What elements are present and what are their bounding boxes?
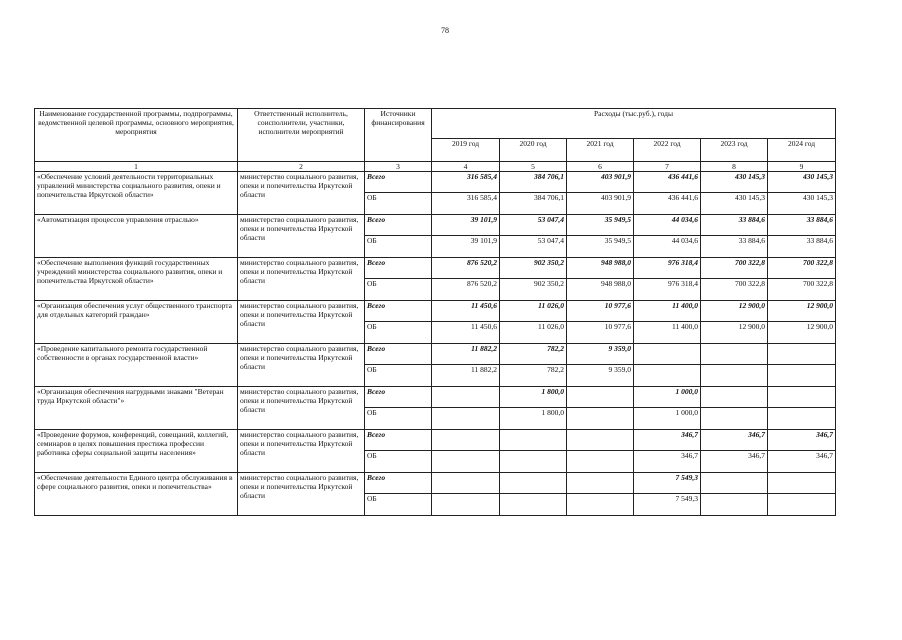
total-value	[768, 344, 836, 365]
ob-value: 11 400,0	[634, 322, 701, 344]
ob-value: 876 520,2	[432, 279, 500, 301]
column-number: 1	[35, 162, 238, 172]
total-value: 430 145,3	[768, 172, 836, 193]
ob-value	[567, 408, 634, 430]
ob-value	[634, 365, 701, 387]
source-ob-label: ОБ	[365, 365, 432, 387]
ob-value: 53 047,4	[500, 236, 567, 258]
program-item-executor: министерство социального развития, опеки и попечительства Иркутской области	[238, 387, 365, 430]
table-row	[35, 473, 836, 494]
program-item-name: «Проведение капитального ремонта государственной собственности в органах государственной власти»	[35, 344, 238, 387]
ob-value: 436 441,6	[634, 193, 701, 215]
total-value: 7 549,3	[634, 473, 701, 494]
total-value	[567, 430, 634, 451]
program-item-executor: министерство социального развития, опеки и попечительства Иркутской области	[238, 430, 365, 473]
ob-value	[500, 451, 567, 473]
total-value: 700 322,8	[768, 258, 836, 279]
total-value: 782,2	[500, 344, 567, 365]
total-value: 384 706,1	[500, 172, 567, 193]
total-value: 10 977,6	[567, 301, 634, 322]
program-item-name: «Обеспечение деятельности Единого центра обслуживания в сфере социального развития, опеки и попечительства»	[35, 473, 238, 516]
column-number: 2	[238, 162, 365, 172]
ob-value: 948 988,0	[567, 279, 634, 301]
ob-value: 12 900,0	[768, 322, 836, 344]
source-ob-label: ОБ	[365, 279, 432, 301]
ob-value	[432, 408, 500, 430]
total-value	[701, 344, 768, 365]
source-ob-label: ОБ	[365, 408, 432, 430]
source-ob-label: ОБ	[365, 451, 432, 473]
ob-value: 700 322,8	[768, 279, 836, 301]
column-number: 8	[701, 162, 768, 172]
total-value: 700 322,8	[701, 258, 768, 279]
column-number: 7	[634, 162, 701, 172]
total-value	[500, 430, 567, 451]
header-sources: Источники финансирования	[365, 109, 432, 162]
total-value: 346,7	[634, 430, 701, 451]
ob-value: 1 800,0	[500, 408, 567, 430]
source-total-label: Всего	[365, 473, 432, 494]
program-item-name: «Проведение форумов, конференций, совещаний, коллегий, семинаров в целях повышения престижа профессии работника сферы социальной защиты населения»	[35, 430, 238, 473]
program-item-executor: министерство социального развития, опеки и попечительства Иркутской области	[238, 258, 365, 301]
total-value: 976 318,4	[634, 258, 701, 279]
ob-value	[567, 494, 634, 516]
program-item-executor: министерство социального развития, опеки и попечительства Иркутской области	[238, 301, 365, 344]
column-number: 3	[365, 162, 432, 172]
column-number: 4	[432, 162, 500, 172]
program-item-name: «Организация обеспечения услуг общественного транспорта для отдельных категорий граждан»	[35, 301, 238, 344]
ob-value: 430 145,3	[701, 193, 768, 215]
total-value: 44 034,6	[634, 215, 701, 236]
ob-value: 35 949,5	[567, 236, 634, 258]
total-value	[768, 473, 836, 494]
table-row	[35, 387, 836, 408]
total-value: 11 882,2	[432, 344, 500, 365]
total-value: 876 520,2	[432, 258, 500, 279]
ob-value: 11 026,0	[500, 322, 567, 344]
header-expenses: Расходы (тыс.руб.), годы	[432, 109, 836, 139]
total-value: 35 949,5	[567, 215, 634, 236]
ob-value: 39 101,9	[432, 236, 500, 258]
total-value: 346,7	[701, 430, 768, 451]
ob-value: 9 359,0	[567, 365, 634, 387]
header-year: 2022 год	[634, 139, 701, 162]
program-item-name: «Автоматизация процессов управления отраслью»	[35, 215, 238, 258]
total-value: 12 900,0	[701, 301, 768, 322]
ob-value	[432, 451, 500, 473]
ob-value: 1 000,0	[634, 408, 701, 430]
header-year: 2021 год	[567, 139, 634, 162]
program-item-name: «Организация обеспечения нагрудными знаками "Ветеран труда Иркутской области"»	[35, 387, 238, 430]
column-number: 6	[567, 162, 634, 172]
header-year: 2020 год	[500, 139, 567, 162]
column-numbers-row	[35, 162, 836, 172]
source-total-label: Всего	[365, 258, 432, 279]
total-value: 948 988,0	[567, 258, 634, 279]
total-value: 12 900,0	[768, 301, 836, 322]
total-value	[432, 387, 500, 408]
total-value	[432, 473, 500, 494]
column-number: 5	[500, 162, 567, 172]
source-ob-label: ОБ	[365, 322, 432, 344]
header-row	[35, 109, 836, 139]
total-value	[567, 473, 634, 494]
ob-value: 11 882,2	[432, 365, 500, 387]
ob-value	[701, 408, 768, 430]
ob-value: 12 900,0	[701, 322, 768, 344]
source-total-label: Всего	[365, 387, 432, 408]
header-year: 2024 год	[768, 139, 836, 162]
total-value: 436 441,6	[634, 172, 701, 193]
table-row	[35, 344, 836, 365]
total-value: 902 350,2	[500, 258, 567, 279]
program-item-executor: министерство социального развития, опеки и попечительства Иркутской области	[238, 344, 365, 387]
total-value: 11 026,0	[500, 301, 567, 322]
program-item-name: «Обеспечение условий деятельности территориальных управлений министерства социального развития, опеки и попечительства Иркутской области»	[35, 172, 238, 215]
ob-value: 346,7	[634, 451, 701, 473]
column-number: 9	[768, 162, 836, 172]
total-value	[567, 387, 634, 408]
ob-value	[432, 494, 500, 516]
program-item-name: «Обеспечение выполнения функций государственных учреждений министерства социального развития, опеки и попечительства Иркутской области»	[35, 258, 238, 301]
ob-value: 11 450,6	[432, 322, 500, 344]
ob-value: 33 884,6	[768, 236, 836, 258]
total-value	[768, 387, 836, 408]
total-value	[701, 387, 768, 408]
budget-table	[34, 108, 836, 516]
ob-value	[567, 451, 634, 473]
program-item-executor: министерство социального развития, опеки и попечительства Иркутской области	[238, 172, 365, 215]
source-total-label: Всего	[365, 172, 432, 193]
header-program-name: Наименование государственной программы, подпрограммы, ведомственной целевой программы, основного мероприятия, мероприятия	[35, 109, 238, 162]
ob-value: 316 585,4	[432, 193, 500, 215]
table-row	[35, 301, 836, 322]
total-value: 1 800,0	[500, 387, 567, 408]
ob-value: 403 901,9	[567, 193, 634, 215]
ob-value	[701, 494, 768, 516]
source-total-label: Всего	[365, 215, 432, 236]
total-value: 1 000,0	[634, 387, 701, 408]
total-value: 33 884,6	[701, 215, 768, 236]
ob-value: 902 350,2	[500, 279, 567, 301]
page-number: 78	[441, 26, 449, 35]
source-total-label: Всего	[365, 430, 432, 451]
total-value: 9 359,0	[567, 344, 634, 365]
ob-value: 346,7	[768, 451, 836, 473]
ob-value: 44 034,6	[634, 236, 701, 258]
source-total-label: Всего	[365, 344, 432, 365]
ob-value	[701, 365, 768, 387]
ob-value: 10 977,6	[567, 322, 634, 344]
ob-value: 346,7	[701, 451, 768, 473]
total-value	[634, 344, 701, 365]
ob-value	[768, 494, 836, 516]
table-row	[35, 215, 836, 236]
table-row	[35, 430, 836, 451]
ob-value	[768, 408, 836, 430]
source-ob-label: ОБ	[365, 193, 432, 215]
header-year: 2023 год	[701, 139, 768, 162]
ob-value: 700 322,8	[701, 279, 768, 301]
table-row	[35, 172, 836, 193]
ob-value: 782,2	[500, 365, 567, 387]
total-value: 33 884,6	[768, 215, 836, 236]
program-item-executor: министерство социального развития, опеки и попечительства Иркутской области	[238, 473, 365, 516]
total-value: 11 400,0	[634, 301, 701, 322]
ob-value: 976 318,4	[634, 279, 701, 301]
total-value: 403 901,9	[567, 172, 634, 193]
total-value: 346,7	[768, 430, 836, 451]
source-ob-label: ОБ	[365, 494, 432, 516]
header-executor: Ответственный исполнитель, соисполнители, участники, исполнители мероприятий	[238, 109, 365, 162]
ob-value	[500, 494, 567, 516]
total-value	[500, 473, 567, 494]
total-value: 53 047,4	[500, 215, 567, 236]
ob-value: 7 549,3	[634, 494, 701, 516]
total-value: 11 450,6	[432, 301, 500, 322]
total-value: 430 145,3	[701, 172, 768, 193]
total-value	[432, 430, 500, 451]
ob-value: 430 145,3	[768, 193, 836, 215]
source-ob-label: ОБ	[365, 236, 432, 258]
total-value: 39 101,9	[432, 215, 500, 236]
total-value: 316 585,4	[432, 172, 500, 193]
source-total-label: Всего	[365, 301, 432, 322]
header-year: 2019 год	[432, 139, 500, 162]
total-value	[701, 473, 768, 494]
program-item-executor: министерство социального развития, опеки и попечительства Иркутской области	[238, 215, 365, 258]
table-row	[35, 258, 836, 279]
ob-value: 33 884,6	[701, 236, 768, 258]
ob-value: 384 706,1	[500, 193, 567, 215]
ob-value	[768, 365, 836, 387]
